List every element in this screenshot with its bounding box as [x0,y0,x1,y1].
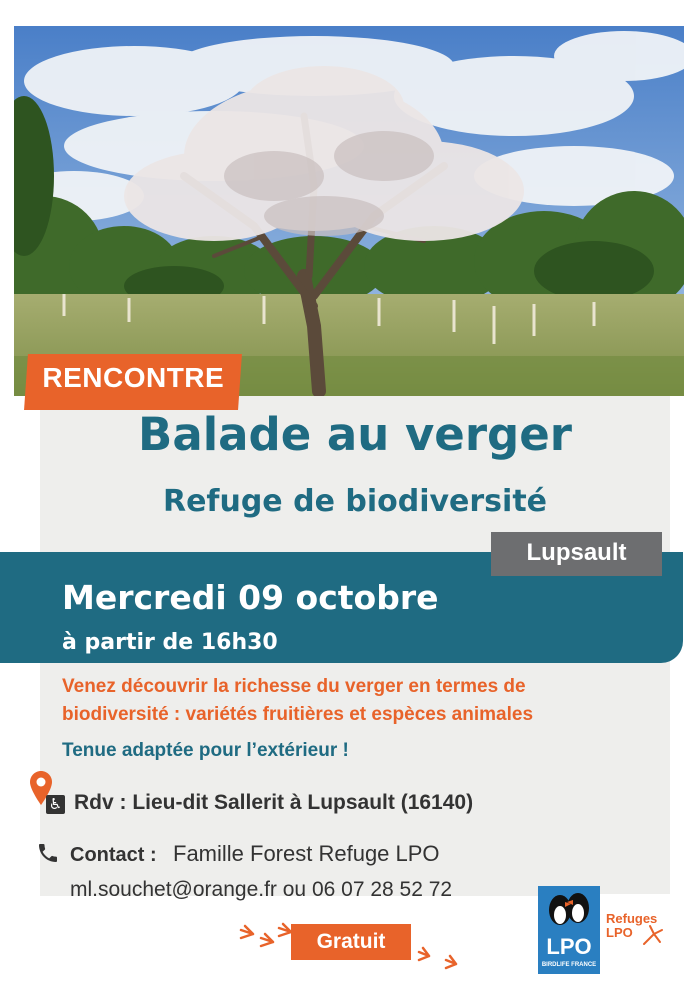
orchard-photo [14,26,684,396]
lpo-logo-text: LPO [546,934,592,959]
contact-name: Famille Forest Refuge LPO [173,841,440,866]
refuges-lpo-text: Refuges LPO [606,911,658,940]
event-type-badge [24,354,242,410]
contact-email-phone: ml.souchet@orange.fr ou 06 07 28 52 72 [70,878,453,901]
dress-note: Tenue adaptée pour l’extérieur ! [62,740,349,761]
event-time: à partir de 16h30 [62,630,278,655]
lpo-logo [538,886,600,974]
description-line-1: Venez découvrir la richesse du verger en termes de [62,676,526,697]
event-subtitle: Refuge de biodiversité [162,484,548,519]
bird-track-icon [640,924,666,954]
price-label: Gratuit [316,930,386,953]
description-line-2: biodiversité : variétés fruitières et espèces animales [62,704,534,725]
location-tag [491,532,662,576]
lpo-logo-subtext: BIRDLIFE FRANCE [541,962,597,968]
event-title: Balade au verger [138,408,572,461]
wheelchair-icon: ♿ [46,795,65,814]
bird-track-icon [414,944,474,978]
phone-icon [36,841,60,869]
price-badge [291,924,411,960]
event-date: Mercredi 09 octobre [62,578,439,617]
meeting-point: Rdv : Lieu-dit Sallerit à Lupsault (16140) [74,791,474,814]
badge-label: RENCONTRE [42,362,225,393]
location-tag-label: Lupsault [526,539,627,566]
contact-label: Contact : [70,844,157,866]
